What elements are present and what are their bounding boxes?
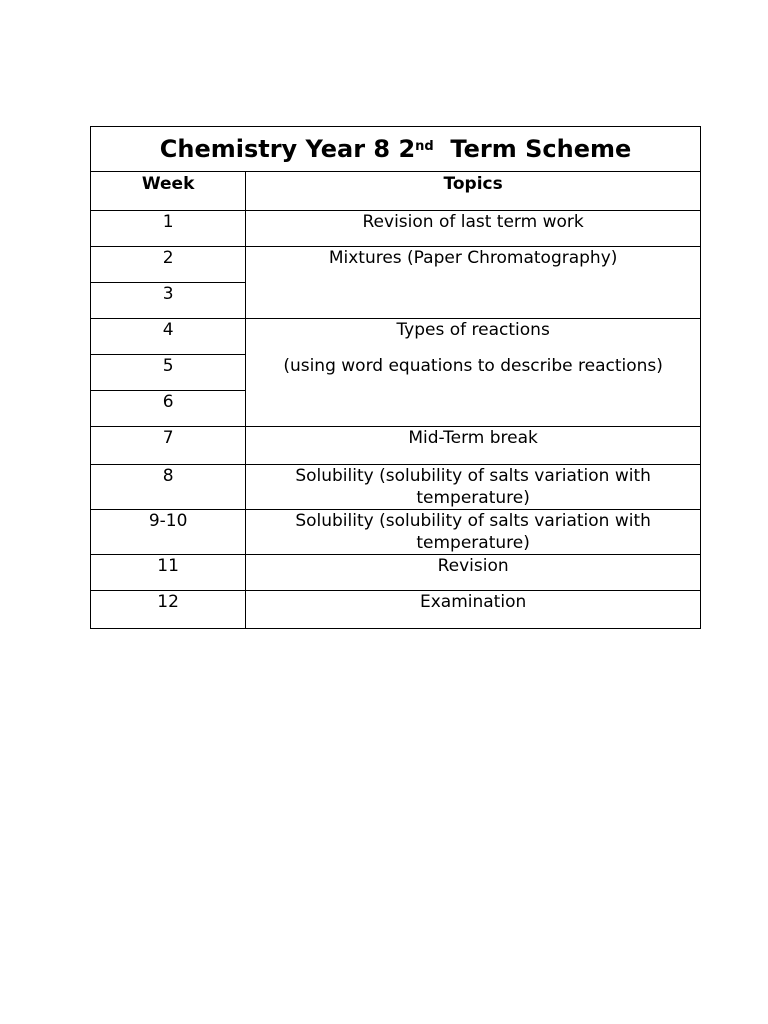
week-cell: 3 <box>91 283 246 319</box>
title-rest: Term Scheme <box>433 135 632 163</box>
week-cell: 5 <box>91 355 246 391</box>
topic-cell: Solubility (solubility of salts variation with temperature) <box>246 510 701 555</box>
topic-cell: Revision <box>246 555 701 591</box>
topic-cell: Types of reactions (using word equations to describe reactions) <box>246 319 701 427</box>
table-row <box>91 211 701 247</box>
week-cell: 4 <box>91 319 246 355</box>
table-row <box>91 319 701 355</box>
topic-cell: Mid-Term break <box>246 427 701 465</box>
page-title <box>91 127 701 172</box>
topic-cell: Mixtures (Paper Chromatography) <box>246 247 701 319</box>
topic-cell: Examination <box>246 591 701 629</box>
table-row <box>91 247 701 283</box>
title-row <box>91 127 701 172</box>
topics-header: Topics <box>246 172 701 211</box>
week-cell: 8 <box>91 465 246 510</box>
table-row <box>91 591 701 629</box>
term-scheme-table <box>90 126 701 629</box>
week-cell: 9-10 <box>91 510 246 555</box>
table-row <box>91 510 701 555</box>
title-superscript: nd <box>415 139 434 154</box>
title-main: Chemistry Year 8 2 <box>159 135 416 163</box>
topic-subtext: (using word equations to describe reactions) <box>283 356 663 376</box>
week-cell: 7 <box>91 427 246 465</box>
topic-cell: Solubility (solubility of salts variation with temperature) <box>246 465 701 510</box>
table-row <box>91 427 701 465</box>
week-cell: 12 <box>91 591 246 629</box>
week-cell: 2 <box>91 247 246 283</box>
week-cell: 6 <box>91 391 246 427</box>
table-row <box>91 555 701 591</box>
week-cell: 1 <box>91 211 246 247</box>
table-row <box>91 465 701 510</box>
topic-cell: Revision of last term work <box>246 211 701 247</box>
header-row <box>91 172 701 211</box>
week-header: Week <box>91 172 246 211</box>
week-cell: 11 <box>91 555 246 591</box>
